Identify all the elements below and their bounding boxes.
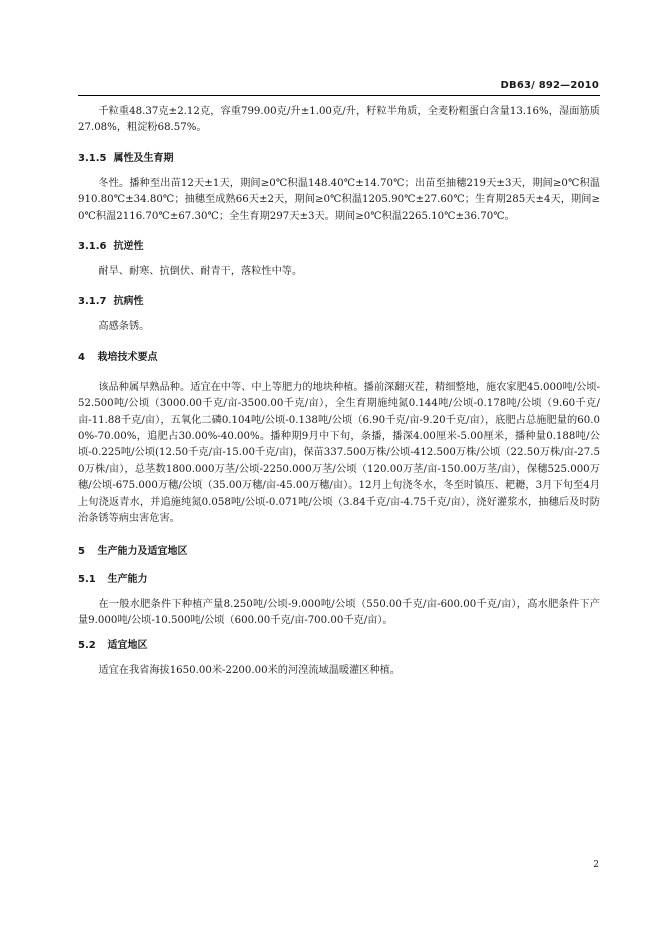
heading-title: 生产能力及适宜地区 [97,545,188,557]
heading-5 [78,544,600,560]
heading-4 [78,350,600,366]
header-divider [78,95,600,96]
heading-5-2 [78,638,600,654]
paragraph-growth-period: 冬性。播种至出苗12天±1天，期间≥0℃积温148.40℃±14.70℃；出苗至抽穗219天±3天，期间≥0℃积温910.80℃±34.80℃；抽穗至成熟66天±2天，期间≥0℃积温1205.90℃±27.60℃；生育期285天±4天，期间≥0℃积温2116.70℃±67.30℃；全生育期297天±3天。期间≥0℃积温2265.10℃±36.70℃。 [78,177,600,222]
heading-title: 生产能力 [107,573,148,585]
page-number: 2 [593,860,599,870]
heading-number: 3.1.5 [78,152,107,164]
heading-3-1-7 [78,294,600,310]
heading-number: 5 [78,545,85,557]
heading-title: 适宜地区 [107,640,148,652]
heading-number: 4 [78,351,85,363]
heading-3-1-6 [78,239,600,255]
heading-title: 属性及生育期 [113,152,174,164]
heading-title: 抗逆性 [113,241,144,253]
standard-code: DB63/ 892—2010 [500,80,599,91]
heading-title: 栽培技术要点 [97,351,158,363]
paragraph-grain-quality: 千粒重48.37克±2.12克，容重799.00克/升±1.00克/升，籽粒半角质，全麦粉粗蛋白含量13.16%，湿面筋质27.08%，粗淀粉68.57%。 [78,106,600,134]
heading-number: 5.2 [78,640,96,652]
heading-title: 抗病性 [113,296,144,308]
document-body [78,104,600,680]
paragraph-production-capacity: 在一般水肥条件下种植产量8.250吨/公顷-9.000吨/公顷（550.00千克/亩-600.00千克/亩），高水肥条件下产量9.000吨/公顷-10.500吨/公顷（600.00千克/亩-700.00千克/亩）。 [78,598,600,626]
paragraph-stress-resistance: 耐旱、耐寒、抗倒伏、耐青干，落粒性中等。 [98,266,303,278]
heading-number: 3.1.6 [78,241,107,253]
heading-number: 5.1 [78,573,96,585]
heading-5-1 [78,572,600,588]
paragraph-disease-resistance: 高感条锈。 [98,321,150,333]
paragraph-suitable-region: 适宜在我省海拔1650.00米-2200.00米的河湟流域温暖灌区种植。 [98,665,401,677]
heading-number: 3.1.7 [78,296,107,308]
heading-3-1-5 [78,151,600,167]
paragraph-cultivation: 该品种属早熟品种。适宜在中等、中上等肥力的地块种植。播前深翻灭茬，精细整地，施农家肥45.000吨/公顷-52.500吨/公顷（3000.00千克/亩-3500.00千克/亩），全生育期施纯氮0.144吨/公顷-0.178吨/公顷（9.60千克/亩-11.88千克/亩），五氧化二磷0.104吨/公顷-0.138吨/公顷（6.90千克/亩-9.20千克/亩），底肥占总施肥量的60.00%-70.00%，追肥占30.00%-40.00%。播种期9月中下旬，条播，播深4.00厘米-5.00厘米，播种量0.188吨/公顷-0.225吨/公顷(12.50千克/亩-15.00千克/亩)，保苗337.500万株/公顷-412.500万株/公顷（22.50万株/亩-27.50万株/亩），总茎数1800.000万茎/公顷-2250.000万茎/公顷（120.00万茎/亩-150.00万茎/亩），保穗525.000万穗/公顷-675.000万穗/公顷（35.00万穗/亩-45.00万穗/亩）。12月上旬浇冬水，冬至时镇压、耙耱，3月下旬至4月上旬浇返青水，并追施纯氮0.058吨/公顷-0.071吨/公顷（3.84千克/亩-4.75千克/亩），浇好灌浆水，抽穗后及时防治条锈等病虫害危害。 [78,381,600,525]
